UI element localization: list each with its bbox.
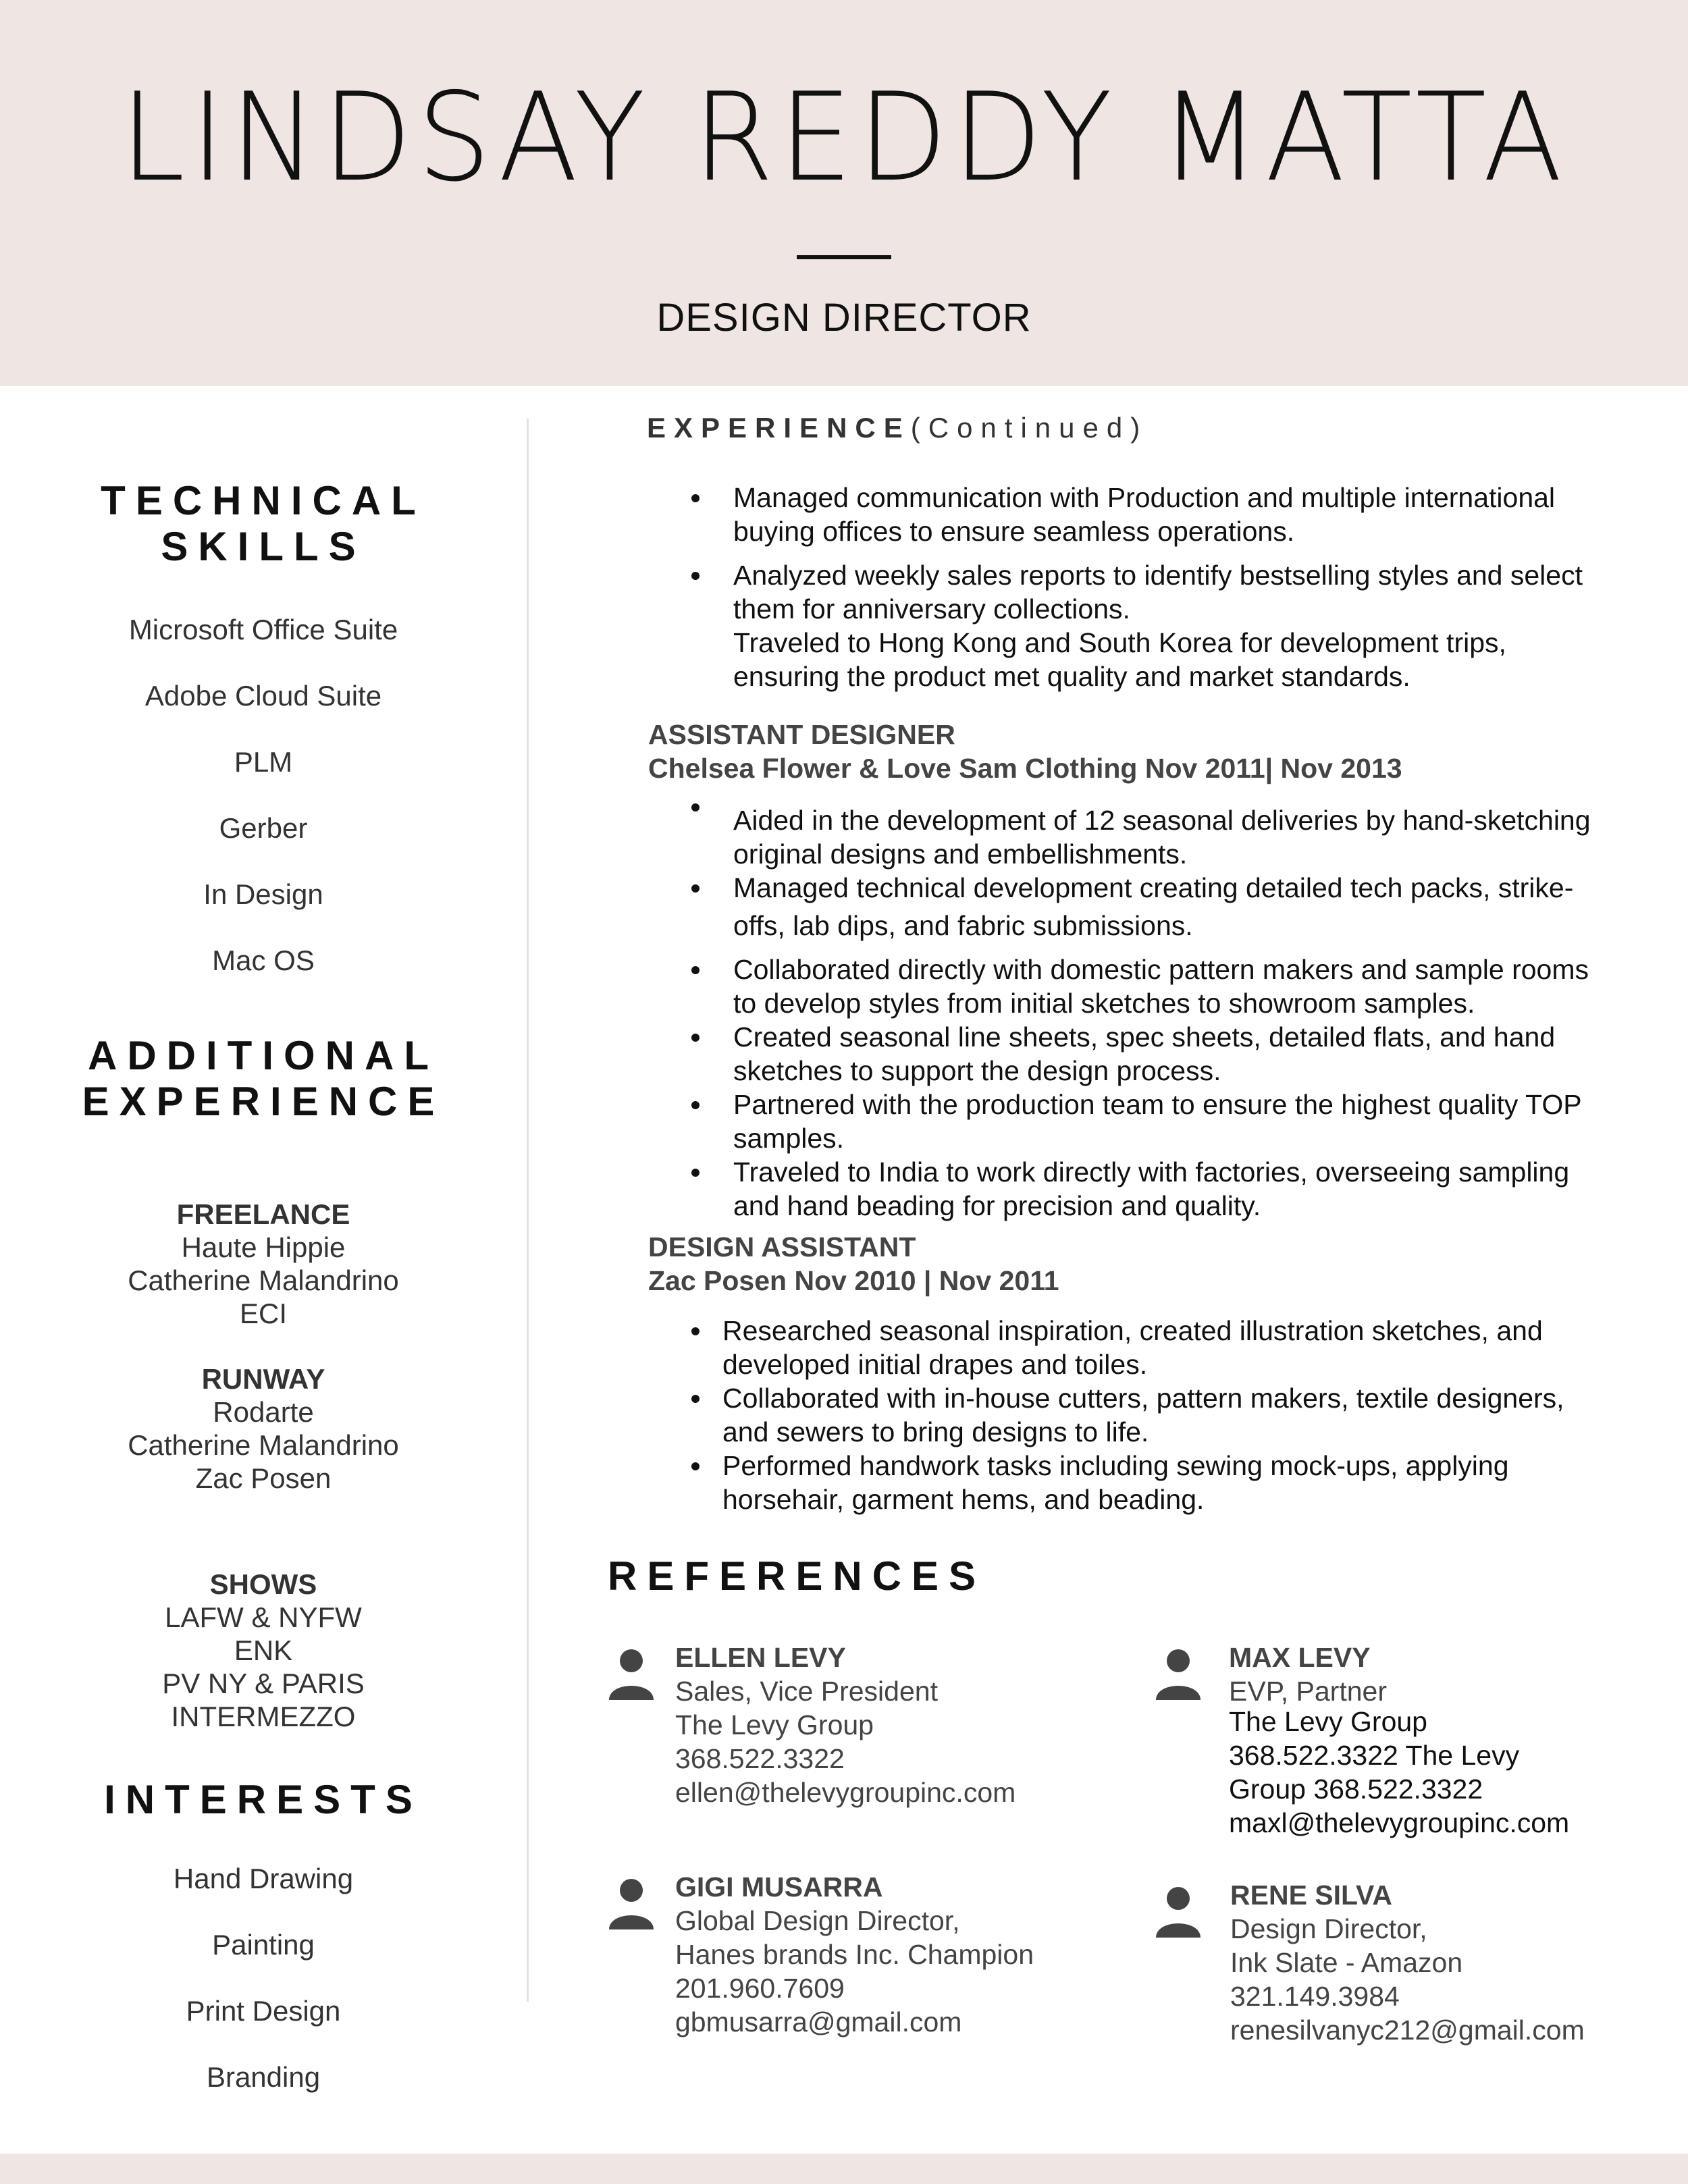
bullet-item	[722, 1381, 1641, 1449]
reference-email: ellen@thelevygroupinc.com	[675, 1777, 1016, 1808]
interests-heading: INTERESTS	[104, 1777, 423, 1822]
reference-phone: 368.522.3322	[675, 1743, 845, 1774]
additional-experience-heading	[68, 1033, 459, 1125]
name-underline-rule	[797, 255, 891, 259]
freelance-block	[68, 1198, 459, 1330]
bullet-line: buying offices to ensure seamless operations.	[733, 516, 1295, 547]
assistant-designer-org: Chelsea Flower & Love Sam Clothing Nov 2011| Nov 2013	[648, 753, 1402, 784]
bullet-line: sketches to support the design process.	[733, 1055, 1221, 1086]
design-assistant-title: DESIGN ASSISTANT	[648, 1231, 916, 1262]
shows-item: INTERMEZZO	[171, 1701, 356, 1732]
bullet-dot	[691, 966, 700, 974]
reference-line: Sales, Vice President	[675, 1676, 938, 1707]
heading-line: EXPERIENCE	[82, 1079, 445, 1124]
bullet-line: offs, lab dips, and fabric submissions.	[733, 910, 1193, 941]
skill-item: Adobe Cloud Suite	[144, 680, 382, 712]
bullet-dot	[691, 1395, 700, 1403]
reference-email: gbmusarra@gmail.com	[675, 2006, 962, 2037]
reference-max	[1229, 1641, 1569, 1840]
bullet-item	[733, 1020, 1638, 1088]
reference-name: ELLEN LEVY	[675, 1642, 846, 1673]
bullet-line: Researched seasonal inspiration, created illustration sketches, and	[722, 1315, 1543, 1346]
runway-block	[68, 1362, 459, 1495]
assistant-designer-title: ASSISTANT DESIGNER	[648, 719, 955, 750]
bullet-line: Aided in the development of 12 seasonal deliveries by hand-sketching	[733, 805, 1591, 836]
reference-name: MAX LEVY	[1229, 1642, 1371, 1673]
bullet-line: developed initial drapes and toiles.	[722, 1349, 1148, 1380]
reference-line: Ink Slate - Amazon	[1230, 1947, 1463, 1978]
shows-block	[68, 1568, 459, 1733]
bullet-item	[733, 803, 1638, 871]
bullet-item	[733, 1155, 1638, 1223]
bullet-item	[722, 1314, 1641, 1381]
bullet-dot	[691, 1327, 700, 1335]
reference-phone: 321.149.3984	[1230, 1981, 1400, 2012]
freelance-title: FREELANCE	[176, 1198, 350, 1230]
experience-continued-heading	[647, 412, 1148, 444]
bullet-dot	[691, 1101, 700, 1109]
heading-line: ADDITIONAL	[88, 1033, 439, 1078]
reference-name: GIGI MUSARRA	[675, 1871, 883, 1902]
bullet-dot	[691, 884, 700, 893]
reference-email: renesilvanyc212@gmail.com	[1230, 2015, 1585, 2046]
reference-rene	[1230, 1878, 1585, 2047]
reference-line: The Levy Group	[675, 1709, 874, 1740]
freelance-item: ECI	[239, 1298, 287, 1329]
bullet-line: Partnered with the production team to ensure the highest quality TOP	[733, 1089, 1582, 1120]
assistant-designer-bullets	[733, 803, 1638, 1223]
design-assistant-bullets	[722, 1314, 1641, 1516]
bullet-line: Performed handwork tasks including sewing mock-ups, applying	[722, 1450, 1509, 1481]
shows-item: LAFW & NYFW	[165, 1601, 362, 1633]
heading-line: TECHNICAL	[101, 478, 426, 523]
shows-title: SHOWS	[209, 1568, 317, 1600]
bullet-item	[733, 1088, 1638, 1155]
bullet-line: to develop styles from initial sketches to showroom samples.	[733, 988, 1475, 1019]
bullet-dot	[691, 1034, 700, 1042]
interest-item: Print Design	[186, 1995, 341, 2027]
reference-line: EVP, Partner	[1229, 1676, 1387, 1707]
bullet-item	[733, 953, 1638, 1020]
reference-phone: 201.960.7609	[675, 1973, 845, 2004]
runway-item: Catherine Malandrino	[128, 1429, 399, 1461]
bullet-dot	[691, 1462, 700, 1470]
heading-line: SKILLS	[161, 524, 366, 569]
reference-email: maxl@thelevygroupinc.com	[1229, 1807, 1570, 1838]
freelance-item: Catherine Malandrino	[128, 1264, 399, 1296]
skill-item: Mac OS	[212, 944, 315, 976]
bullet-line: Collaborated with in-house cutters, pattern makers, textile designers,	[722, 1383, 1564, 1414]
bullet-line: ensuring the product met quality and market standards.	[733, 661, 1410, 692]
reference-gigi	[675, 1870, 1034, 2039]
reference-phone: 368.522.3322 The Levy	[1229, 1740, 1520, 1771]
bullet-line: samples.	[733, 1123, 845, 1154]
reference-name: RENE SILVA	[1230, 1880, 1392, 1911]
skill-item: PLM	[234, 746, 293, 778]
bullet-line: and hand beading for precision and quality.	[733, 1190, 1261, 1221]
person-icon	[608, 1877, 655, 1931]
bullet-line: Traveled to Hong Kong and South Korea for development trips,	[733, 627, 1506, 658]
runway-title: RUNWAY	[201, 1363, 325, 1395]
person-icon	[1155, 1647, 1202, 1701]
bullet-item	[733, 558, 1638, 693]
bullet-line: original designs and embellishments.	[733, 838, 1188, 870]
bullet-line: Traveled to India to work directly with factories, overseeing sampling	[733, 1156, 1570, 1188]
bullet-line: horsehair, garment hems, and beading.	[722, 1484, 1205, 1515]
experience-heading-bold: EXPERIENCE	[647, 412, 911, 444]
experience-heading-suffix: (Continued)	[910, 412, 1149, 444]
freelance-item: Haute Hippie	[181, 1231, 346, 1263]
person-icon	[608, 1647, 655, 1701]
job-title: DESIGN DIRECTOR	[656, 296, 1032, 340]
reference-line: Design Director,	[1230, 1913, 1427, 1944]
design-assistant-org: Zac Posen Nov 2010 | Nov 2011	[648, 1265, 1059, 1296]
bullet-item	[722, 1449, 1641, 1516]
interest-item: Branding	[206, 2061, 321, 2093]
column-divider	[527, 419, 529, 2002]
candidate-name: LINDSAY REDDY MATTA	[120, 65, 1568, 209]
bullet-line: Created seasonal line sheets, spec sheets, detailed flats, and hand	[733, 1021, 1556, 1053]
person-icon	[1155, 1885, 1202, 1939]
interest-item: Painting	[212, 1929, 315, 1961]
interest-item: Hand Drawing	[173, 1863, 354, 1894]
bullet-line: Analyzed weekly sales reports to identify bestselling styles and select	[733, 560, 1583, 591]
reference-ellen	[675, 1641, 1016, 1809]
reference-line: Hanes brands Inc. Champion	[675, 1939, 1034, 1970]
bullet-line: them for anniversary collections.	[733, 593, 1130, 624]
references-heading: REFERENCES	[608, 1553, 986, 1599]
runway-item: Rodarte	[213, 1396, 314, 1428]
bullet-dot	[691, 1169, 700, 1177]
bullet-line: Collaborated directly with domestic pattern makers and sample rooms	[733, 954, 1589, 985]
bullet-line: and sewers to bring designs to life.	[722, 1416, 1149, 1447]
bullet-line: Managed communication with Production and multiple international	[733, 482, 1556, 513]
bullet-dot	[691, 803, 700, 811]
bullet-dot	[691, 494, 700, 502]
skill-item: In Design	[203, 878, 323, 910]
technical-skills-heading	[68, 478, 459, 570]
bullet-item	[733, 481, 1638, 548]
shows-item: PV NY & PARIS	[162, 1668, 365, 1699]
bullet-item	[733, 871, 1638, 942]
bullet-dot	[691, 572, 700, 580]
reference-phone: Group 368.522.3322	[1229, 1774, 1483, 1805]
skill-item: Microsoft Office Suite	[128, 614, 398, 645]
bullet-line: Managed technical development creating detailed tech packs, strike-	[733, 872, 1574, 903]
skill-item: Gerber	[219, 812, 308, 844]
reference-line: The Levy Group	[1229, 1706, 1427, 1737]
reference-line: Global Design Director,	[675, 1905, 960, 1936]
runway-item: Zac Posen	[195, 1462, 332, 1494]
footer-band	[0, 2154, 1688, 2184]
continued-bullet-list	[733, 481, 1638, 703]
shows-item: ENK	[234, 1634, 293, 1666]
